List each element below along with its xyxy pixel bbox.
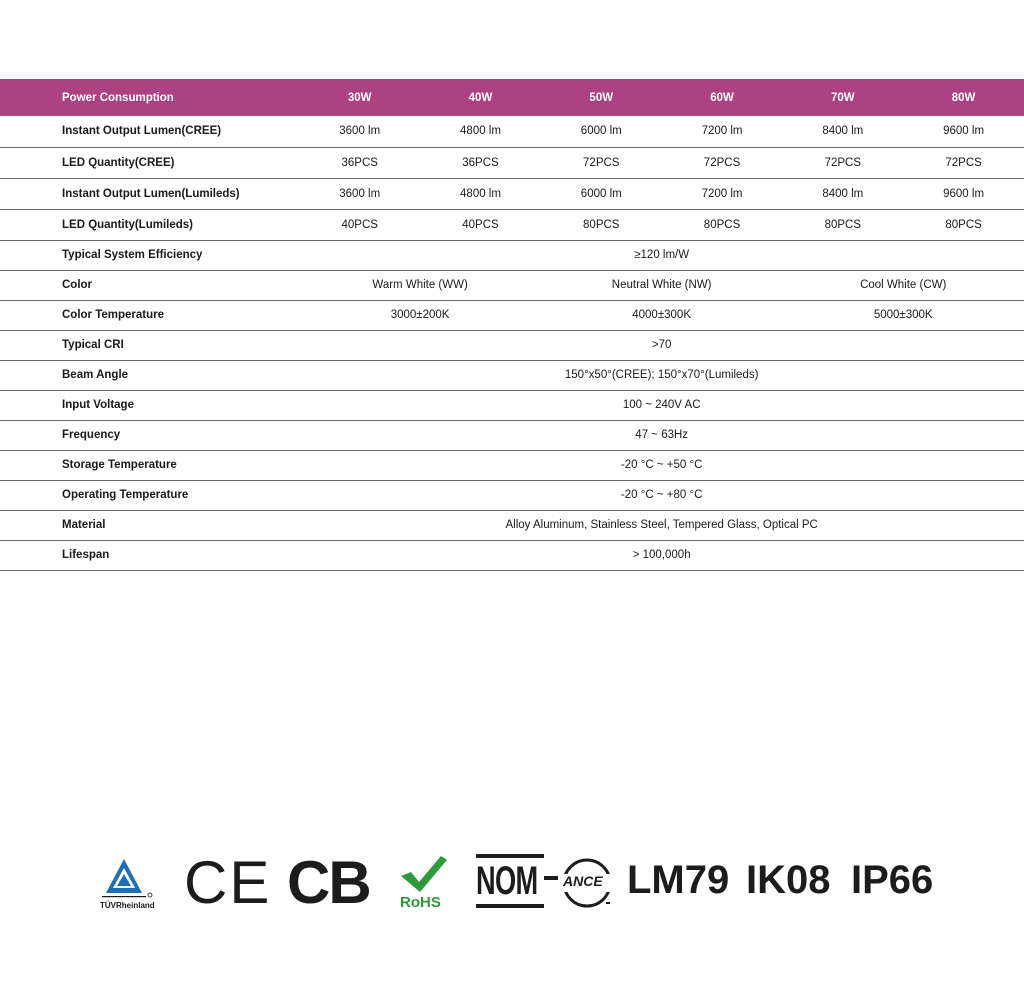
row-label: Typical System Efficiency (62, 249, 203, 261)
table-row (0, 178, 1024, 209)
row-label: LED Quantity(CREE) (62, 156, 175, 169)
spec-table (0, 79, 1024, 571)
header-value: 60W (710, 91, 734, 104)
nom-dash (544, 876, 558, 880)
row-value: 80PCS (824, 218, 861, 231)
row-value: 72PCS (824, 156, 861, 169)
table-row (0, 450, 1024, 480)
header-label: Power Consumption (62, 91, 174, 104)
row-label: Frequency (62, 429, 121, 441)
row-label: LED Quantity(Lumileds) (62, 218, 193, 231)
row-value: 9600 lm (943, 125, 985, 138)
row-value: 100 ~ 240V AC (622, 399, 701, 411)
row-value: 3600 lm (339, 187, 381, 200)
rohs-logo (397, 854, 451, 914)
row-label: Storage Temperature (62, 459, 177, 471)
row-label: Color Temperature (62, 309, 165, 321)
row-value: 80PCS (583, 218, 620, 231)
row-value: 80PCS (945, 218, 982, 231)
table-row (0, 116, 1024, 147)
row-value: 72PCS (945, 156, 982, 169)
table-row (0, 480, 1024, 510)
row-value: >70 (651, 339, 672, 351)
table-row (0, 300, 1024, 330)
row-value: 36PCS (341, 156, 378, 169)
row-value: 5000±300K (873, 309, 933, 321)
table-row (0, 360, 1024, 390)
row-value: 8400 lm (822, 125, 864, 138)
table-row (0, 390, 1024, 420)
nom-text: NOM (476, 859, 538, 903)
ance-text: ANCE (563, 873, 603, 889)
row-value: 40PCS (462, 218, 499, 231)
row-value: 4800 lm (460, 187, 501, 200)
spec-table-body (0, 116, 1024, 570)
row-label: Instant Output Lumen(CREE) (62, 125, 222, 138)
row-label: Instant Output Lumen(Lumileds) (62, 187, 240, 200)
header-value: 50W (589, 91, 614, 104)
table-row (0, 330, 1024, 360)
row-label: Input Voltage (62, 399, 134, 411)
row-value: 4800 lm (460, 125, 501, 138)
header-value: 30W (347, 91, 372, 104)
row-value: 8400 lm (822, 187, 864, 200)
row-value: -20 °C ~ +80 °C (620, 489, 703, 501)
table-row (0, 540, 1024, 570)
row-value: Warm White (WW) (372, 279, 468, 291)
row-label: Lifespan (62, 549, 110, 561)
row-label: Color (62, 279, 93, 291)
header-value: 80W (951, 91, 976, 104)
header-value: 40W (468, 91, 493, 104)
row-value: 47 ~ 63Hz (635, 429, 689, 441)
row-value: ≥120 lm/W (634, 249, 690, 261)
row-value: 3000±200K (390, 309, 450, 321)
row-label: Material (62, 519, 106, 531)
row-value: 6000 lm (580, 125, 622, 138)
green-check-icon (397, 854, 451, 894)
header-value: 70W (830, 91, 855, 104)
rohs-text: RoHS (400, 894, 441, 911)
row-value: 150°x50°(CREE); 150°x70°(Lumileds) (564, 369, 759, 381)
row-value: 9600 lm (943, 187, 985, 200)
table-row (0, 270, 1024, 300)
row-label: Operating Temperature (62, 489, 189, 501)
row-value: 7200 lm (701, 125, 743, 138)
ip66-mark: IP66 (851, 858, 934, 902)
row-value: 72PCS (583, 156, 620, 169)
row-value: 3600 lm (339, 125, 381, 138)
row-value: Alloy Aluminum, Stainless Steel, Tempered Glass, Optical PC (505, 519, 818, 531)
ance-logo (560, 856, 614, 910)
row-value: > 100,000h (632, 549, 691, 561)
row-value: -20 °C ~ +50 °C (620, 459, 703, 471)
row-label: Typical CRI (62, 339, 124, 351)
table-row (0, 510, 1024, 540)
row-label: Beam Angle (62, 369, 129, 381)
header-row (0, 79, 1024, 116)
table-row (0, 420, 1024, 450)
table-row (0, 147, 1024, 178)
ce-mark: CE (184, 849, 272, 916)
cb-mark: CB (287, 849, 370, 916)
tuv-rheinland-logo (100, 855, 160, 915)
row-value: 72PCS (703, 156, 741, 169)
tuv-brand-text: TÜVRheinland (100, 901, 155, 910)
lm79-mark: LM79 (627, 858, 730, 902)
table-row (0, 209, 1024, 240)
nom-logo (476, 854, 544, 908)
ik08-mark: IK08 (746, 858, 831, 902)
certification-logos (0, 850, 1024, 920)
table-row (0, 240, 1024, 270)
row-value: 6000 lm (580, 187, 622, 200)
row-value: 40PCS (341, 218, 378, 231)
row-value: Neutral White (NW) (611, 279, 712, 291)
row-value: 36PCS (462, 156, 499, 169)
row-value: Cool White (CW) (860, 279, 947, 291)
row-value: 7200 lm (701, 187, 743, 200)
spec-table-header (0, 79, 1024, 116)
row-value: 4000±300K (632, 309, 692, 321)
row-value: 80PCS (703, 218, 741, 231)
